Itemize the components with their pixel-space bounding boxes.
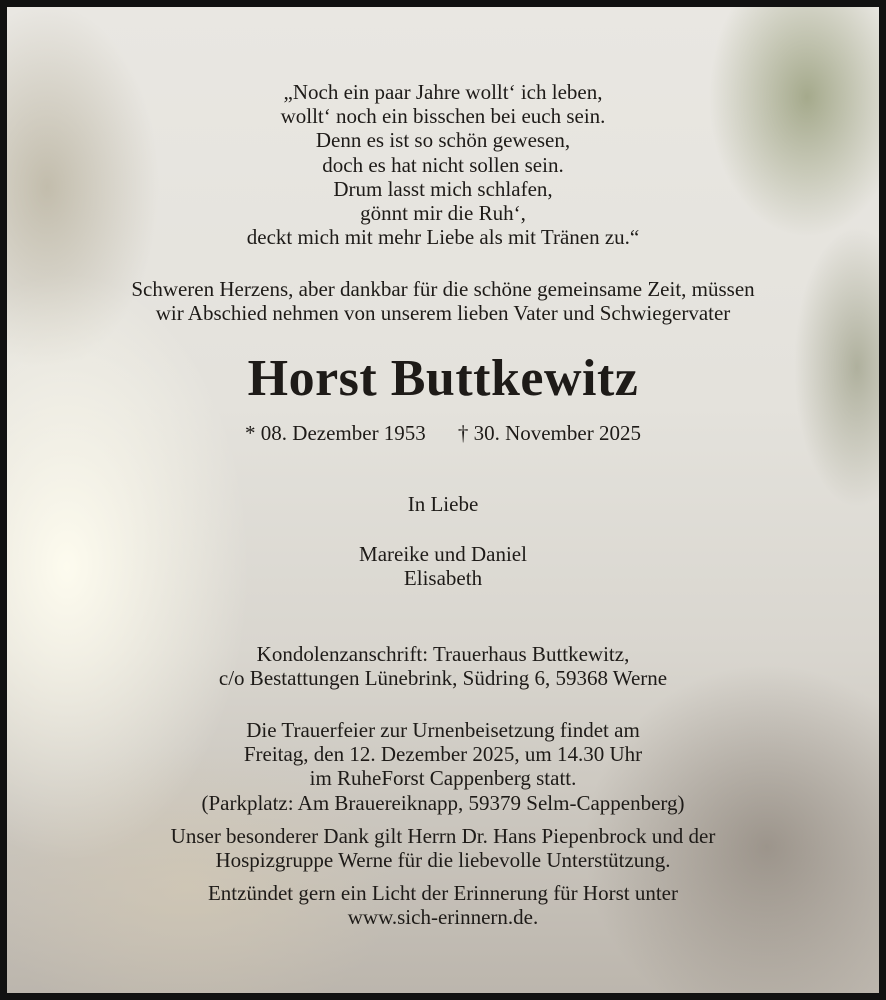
deceased-name: Horst Buttkewitz: [247, 350, 639, 407]
poem: [7, 80, 879, 249]
ceremony-line: im RuheForst Cappenberg statt.: [309, 766, 577, 791]
ceremony-line: Die Trauerfeier zur Urnenbeisetzung findet am: [246, 718, 640, 742]
ceremony-info: [7, 718, 879, 815]
in-love-label: In Liebe: [407, 492, 479, 516]
mourners: [7, 542, 879, 590]
ceremony-line: Freitag, den 12. Dezember 2025, um 14.30 Uhr: [243, 742, 643, 767]
memorial-link[interactable]: www.sich-erinnern.de.: [347, 905, 539, 930]
mourner: Mareike und Daniel: [359, 542, 527, 566]
memorial-line: Entzündet gern ein Licht der Erinnerung für Horst unter: [207, 881, 678, 905]
poem-line: gönnt mir die Ruh‘,: [360, 201, 526, 226]
poem-line: „Noch ein paar Jahre wollt‘ ich leben,: [283, 80, 603, 104]
birth-date: * 08. Dezember 1953: [245, 421, 426, 445]
death-date: † 30. November 2025: [457, 421, 641, 445]
poem-line: Drum lasst mich schlafen,: [333, 176, 553, 201]
poem-line: Denn es ist so schön gewesen,: [315, 128, 571, 153]
condolence-line: c/o Bestattungen Lünebrink, Südring 6, 59368 Werne: [218, 666, 668, 691]
poem-line: deckt mich mit mehr Liebe als mit Tränen zu.“: [246, 225, 640, 250]
thanks-line: Unser besonderer Dank gilt Herrn Dr. Hans Piepenbrock und der: [170, 824, 716, 848]
thanks-text: [7, 824, 879, 872]
intro-line: wir Abschied nehmen von unserem lieben Vater und Schwiegervater: [155, 301, 731, 326]
memorial-text: [7, 881, 879, 929]
thanks-line: Hospizgruppe Werne für die liebevolle Unterstützung.: [215, 848, 671, 873]
ceremony-line: (Parkplatz: Am Brauereiknapp, 59379 Selm-Cappenberg): [201, 790, 685, 815]
condolence-line: Kondolenzanschrift: Trauerhaus Buttkewitz,: [256, 642, 630, 666]
intro-line: Schweren Herzens, aber dankbar für die schöne gemeinsame Zeit, müssen: [131, 277, 755, 301]
intro-text: [7, 277, 879, 325]
poem-line: wollt‘ noch ein bisschen bei euch sein.: [280, 104, 606, 129]
poem-line: doch es hat nicht sollen sein.: [322, 152, 564, 177]
condolence-address: [7, 642, 879, 690]
life-dates: [7, 421, 879, 445]
mourner: Elisabeth: [403, 566, 483, 591]
